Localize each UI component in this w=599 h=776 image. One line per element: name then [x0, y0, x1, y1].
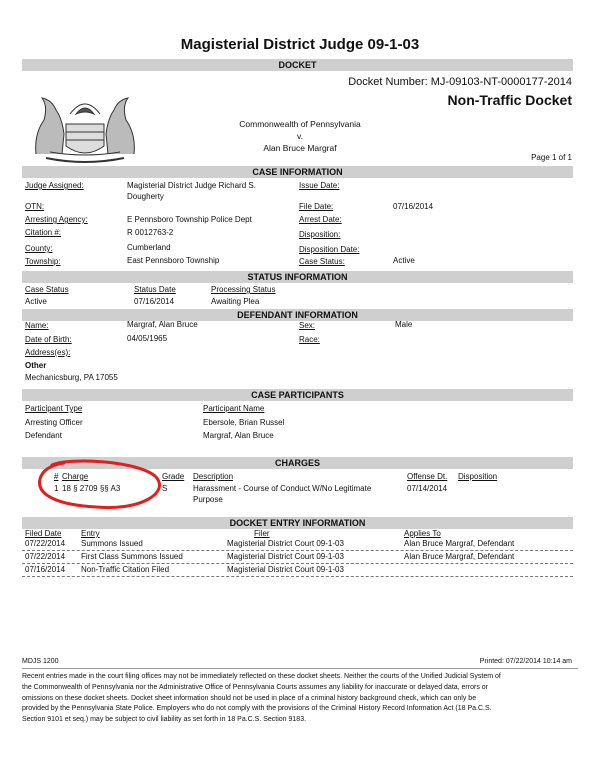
case-status-label: Case Status: — [299, 257, 345, 266]
docket-bar: DOCKET — [22, 59, 573, 71]
form-id: MDJS 1200 — [22, 658, 59, 665]
page-title: Magisterial District Judge 09-1-03 — [180, 36, 420, 53]
charge-num: 1 — [54, 484, 59, 493]
participants-bar: CASE PARTICIPANTS — [22, 389, 573, 401]
entry-filer-0: Magisterial District Court 09-1-03 — [227, 539, 344, 548]
address-label: Address(es): — [25, 348, 71, 357]
sex-label: Sex: — [299, 321, 316, 330]
file-date-value: 07/16/2014 — [393, 202, 434, 211]
charge-col-offense: Offense Dt. — [407, 472, 448, 481]
county-value: Cumberland — [127, 243, 171, 252]
docket-number: Docket Number: MJ-09103-NT-0000177-2014 — [348, 76, 572, 88]
township-value: East Pennsboro Township — [127, 256, 220, 265]
agency-value: E Pennsboro Township Police Dept — [127, 215, 252, 224]
status-info-bar: STATUS INFORMATION — [22, 271, 573, 283]
status-col-status: Case Status — [25, 285, 69, 294]
address-city: Mechanicsburg, PA 17055 — [25, 373, 118, 382]
entry-col-entry: Entry — [81, 529, 100, 538]
judge-value-2: Dougherty — [127, 192, 164, 201]
case-status-value: Active — [393, 256, 415, 265]
charges-bar: CHARGES — [22, 457, 573, 469]
red-circle-annotation — [30, 455, 190, 515]
caption-versus: v. — [297, 131, 303, 141]
disclaimer-line-4: provided by the Pennsylvania State Police. Employers who do not comply with the provisions of the Criminal History Record Information Act (18 Pa.C.S. — [22, 705, 492, 713]
charge-col-num: # — [54, 472, 59, 481]
footer-rule — [22, 668, 578, 669]
participant-col-type: Participant Type — [25, 404, 83, 413]
entry-applies-0: Alan Bruce Margraf, Defendant — [404, 539, 515, 548]
issue-date-label: Issue Date: — [299, 181, 340, 190]
disposition-date-label: Disposition Date: — [299, 245, 360, 254]
charge-col-charge: Charge — [62, 472, 89, 481]
entry-col-filed: Filed Date — [25, 529, 62, 538]
entry-date-1: 07/22/2014 — [25, 552, 66, 561]
entry-applies-1: Alan Bruce Margraf, Defendant — [404, 552, 515, 561]
otn-label: OTN: — [25, 202, 45, 211]
entry-text-1: First Class Summons Issued — [81, 552, 183, 561]
status-col-processing: Processing Status — [211, 285, 276, 294]
entry-text-0: Summons Issued — [81, 539, 143, 548]
judge-value-1: Magisterial District Judge Richard S. — [127, 181, 256, 190]
disclaimer-line-2: the Commonwealth of Pennsylvania nor the Administrative Office of Pennsylvania Courts assumes any liability for inaccurate or delayed data, errors or — [22, 683, 488, 691]
entry-divider-0 — [22, 550, 573, 551]
docket-entry-bar: DOCKET ENTRY INFORMATION — [22, 517, 573, 529]
pennsylvania-seal-icon — [26, 84, 144, 166]
disposition-label: Disposition: — [299, 230, 341, 239]
printed-date: Printed: 07/22/2014 10:14 am — [479, 658, 572, 665]
docket-type: Non-Traffic Docket — [447, 92, 572, 108]
judge-label: Judge Assigned: — [25, 181, 84, 190]
page-count: Page 1 of 1 — [531, 153, 572, 162]
entry-divider-2 — [22, 576, 573, 577]
disclaimer-line-3: omissions on these docket sheets. Docket sheet information should not be used in place of a criminal history background check, which can only be — [22, 694, 477, 702]
citation-label: Citation #: — [25, 228, 62, 237]
charge-offense-date: 07/14/2014 — [407, 484, 448, 493]
charge-col-grade: Grade — [162, 472, 185, 481]
participant-name-1: Margraf, Alan Bruce — [203, 431, 274, 440]
arrest-date-label: Arrest Date: — [299, 215, 342, 224]
township-label: Township: — [25, 257, 61, 266]
charge-code: 18 § 2709 §§ A3 — [62, 484, 121, 493]
sex-value: Male — [395, 320, 413, 329]
name-label: Name: — [25, 321, 49, 330]
county-label: County: — [25, 244, 53, 253]
status-date-value: 07/16/2014 — [134, 297, 175, 306]
agency-label: Arresting Agency: — [25, 215, 88, 224]
entry-divider-1 — [22, 563, 573, 564]
entry-date-0: 07/22/2014 — [25, 539, 66, 548]
case-info-bar: CASE INFORMATION — [22, 166, 573, 178]
status-col-date: Status Date — [134, 285, 176, 294]
disclaimer-line-1: Recent entries made in the court filing offices may not be immediately reflected on these docket sheets. Neither the courts of the Unified Judicial System of — [22, 673, 501, 680]
charge-grade: S — [162, 484, 168, 493]
entry-col-filer: Filer — [254, 529, 270, 538]
processing-status-value: Awaiting Plea — [211, 297, 260, 306]
address-type: Other — [25, 361, 47, 370]
participant-col-name: Participant Name — [203, 404, 265, 413]
charge-col-disposition: Disposition — [458, 472, 498, 481]
participant-name-0: Ebersole, Brian Russel — [203, 418, 285, 427]
disclaimer-line-5: Section 9101 et seq.) may be subject to civil liability as set forth in 18 Pa.C.S. Section 9183. — [22, 716, 307, 724]
charge-desc-1: Harassment - Course of Conduct W/No Legitimate — [193, 484, 372, 493]
entry-filer-1: Magisterial District Court 09-1-03 — [227, 552, 344, 561]
file-date-label: File Date: — [299, 202, 334, 211]
dob-label: Date of Birth: — [25, 335, 72, 344]
name-value: Margraf, Alan Bruce — [127, 320, 198, 329]
entry-filer-2: Magisterial District Court 09-1-03 — [227, 565, 344, 574]
defendant-info-bar: DEFENDANT INFORMATION — [22, 309, 573, 321]
charge-desc-2: Purpose — [193, 495, 223, 504]
participant-type-1: Defendant — [25, 431, 62, 440]
disclaimer — [22, 672, 578, 726]
entry-date-2: 07/16/2014 — [25, 565, 66, 574]
entry-col-applies: Applies To — [404, 529, 441, 538]
race-label: Race: — [299, 335, 320, 344]
entry-text-2: Non-Traffic Citation Filed — [81, 565, 170, 574]
caption-plaintiff: Commonwealth of Pennsylvania — [239, 119, 361, 129]
caption-defendant: Alan Bruce Margraf — [263, 143, 337, 153]
participant-type-0: Arresting Officer — [25, 418, 83, 427]
citation-value: R 0012763-2 — [127, 228, 174, 237]
dob-value: 04/05/1965 — [127, 334, 168, 343]
charge-col-desc: Description — [193, 472, 234, 481]
status-value: Active — [25, 297, 47, 306]
